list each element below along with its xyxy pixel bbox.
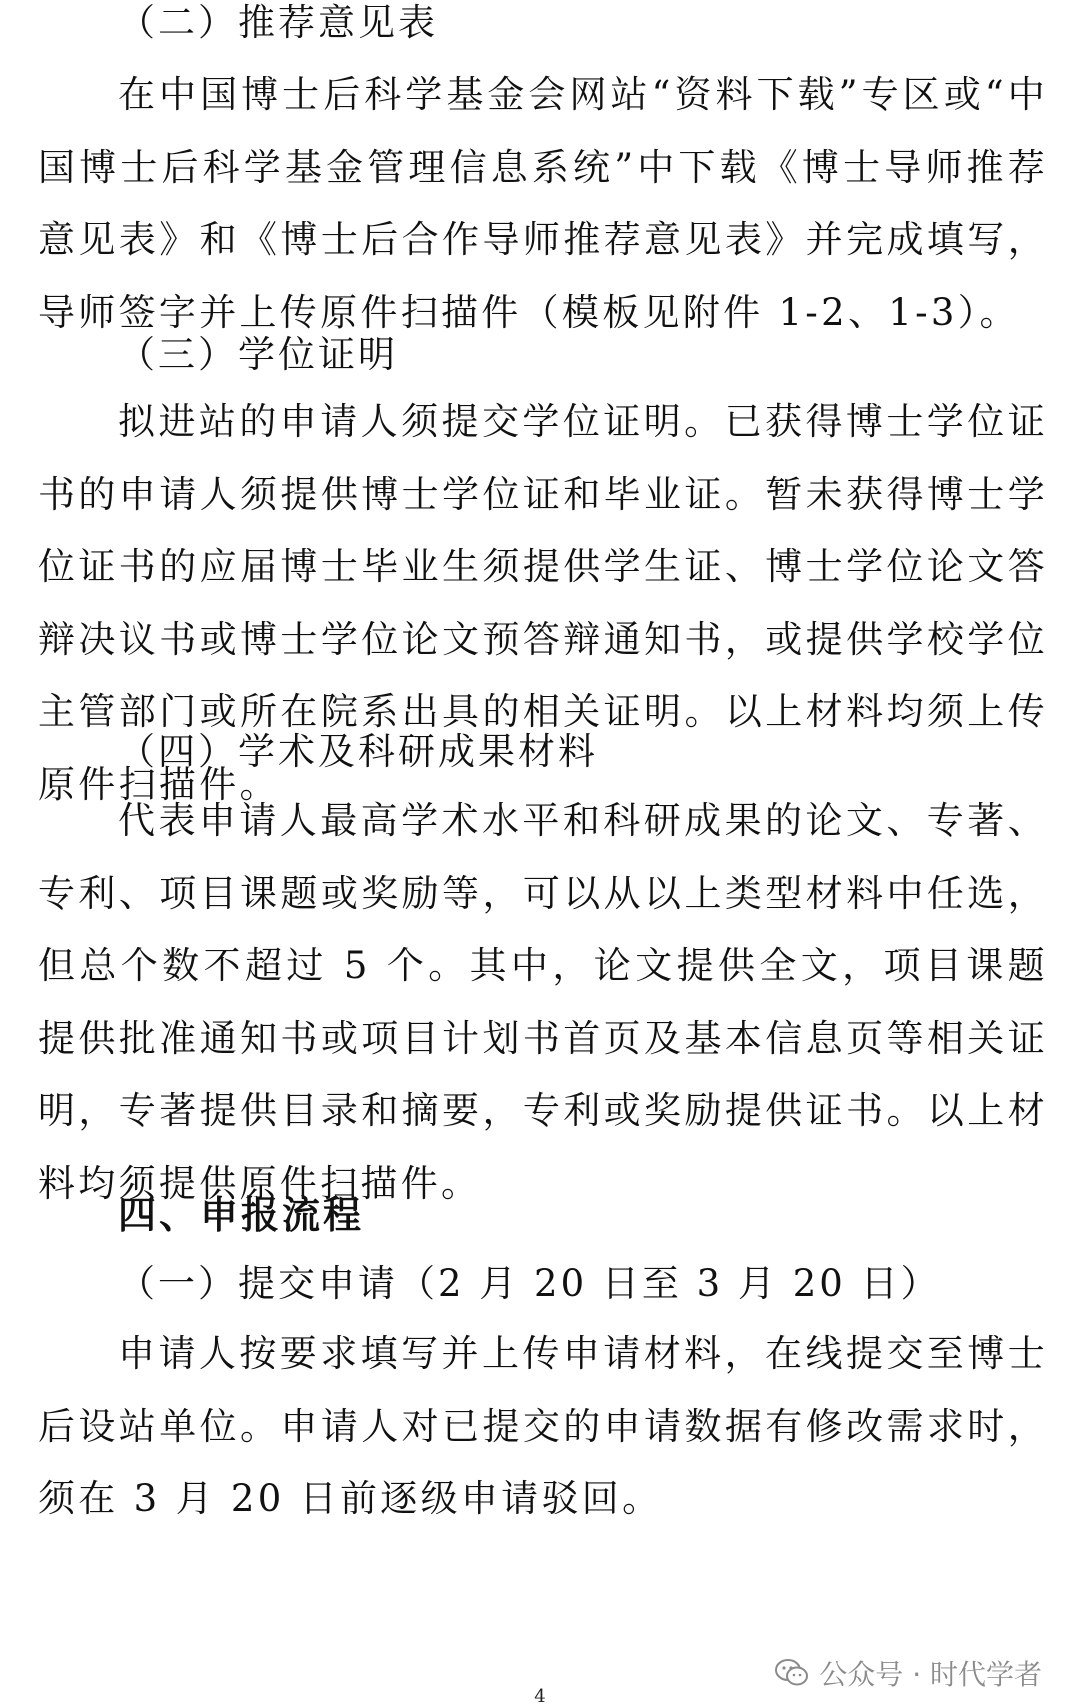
paragraph-submit: 申请人按要求填写并上传申请材料，在线提交至博士后设站单位。申请人对已提交的申请数据有修改需求时，须在 3 月 20 日前逐级申请驳回。 — [38, 1332, 1048, 1520]
page-number: 4 — [534, 1686, 546, 1707]
section-heading-achievements: （四）学术及科研成果材料 — [118, 730, 598, 773]
paragraph-recommendation: 在中国博士后科学基金会网站“资料下载”专区或“中国博士后科学基金管理信息系统”中下载《博士导师推荐意见表》和《博士后合作导师推荐意见表》并完成填写，导师签字并上传原件扫描件（模板见附件 1-2、1-3）。 — [38, 73, 1048, 334]
watermark-text: 公众号 · 时代学者 — [819, 1658, 1042, 1691]
paragraph-degree: 拟进站的申请人须提交学位证明。已获得博士学位证书的申请人须提供博士学位证和毕业证。暂未获得博士学位证书的应届博士毕业生须提供学生证、博士学位论文答辩决议书或博士学位论文预答辩通知书，或提供学校学位主管部门或所在院系出具的相关证明。以上材料均须上传原件扫描件。 — [38, 400, 1048, 806]
paragraph-achievements: 代表申请人最高学术水平和科研成果的论文、专著、专利、项目课题或奖励等，可以从以上类型材料中任选，但总个数不超过 5 个。其中，论文提供全文，项目课题提供批准通知书或项目计划书首页及基本信息页等相关证明，专著提供目录和摘要，专利或奖励提供证书。以上材料均须提供原件扫描件。 — [38, 799, 1048, 1205]
section-heading-degree: （三）学位证明 — [118, 333, 398, 376]
sub-heading-submit: （一）提交申请（2 月 20 日至 3 月 20 日） — [118, 1262, 941, 1305]
section-heading-recommendation: （二）推荐意见表 — [118, 1, 438, 44]
main-heading-process: 四、申报流程 — [118, 1193, 365, 1237]
wechat-icon — [775, 1658, 809, 1688]
